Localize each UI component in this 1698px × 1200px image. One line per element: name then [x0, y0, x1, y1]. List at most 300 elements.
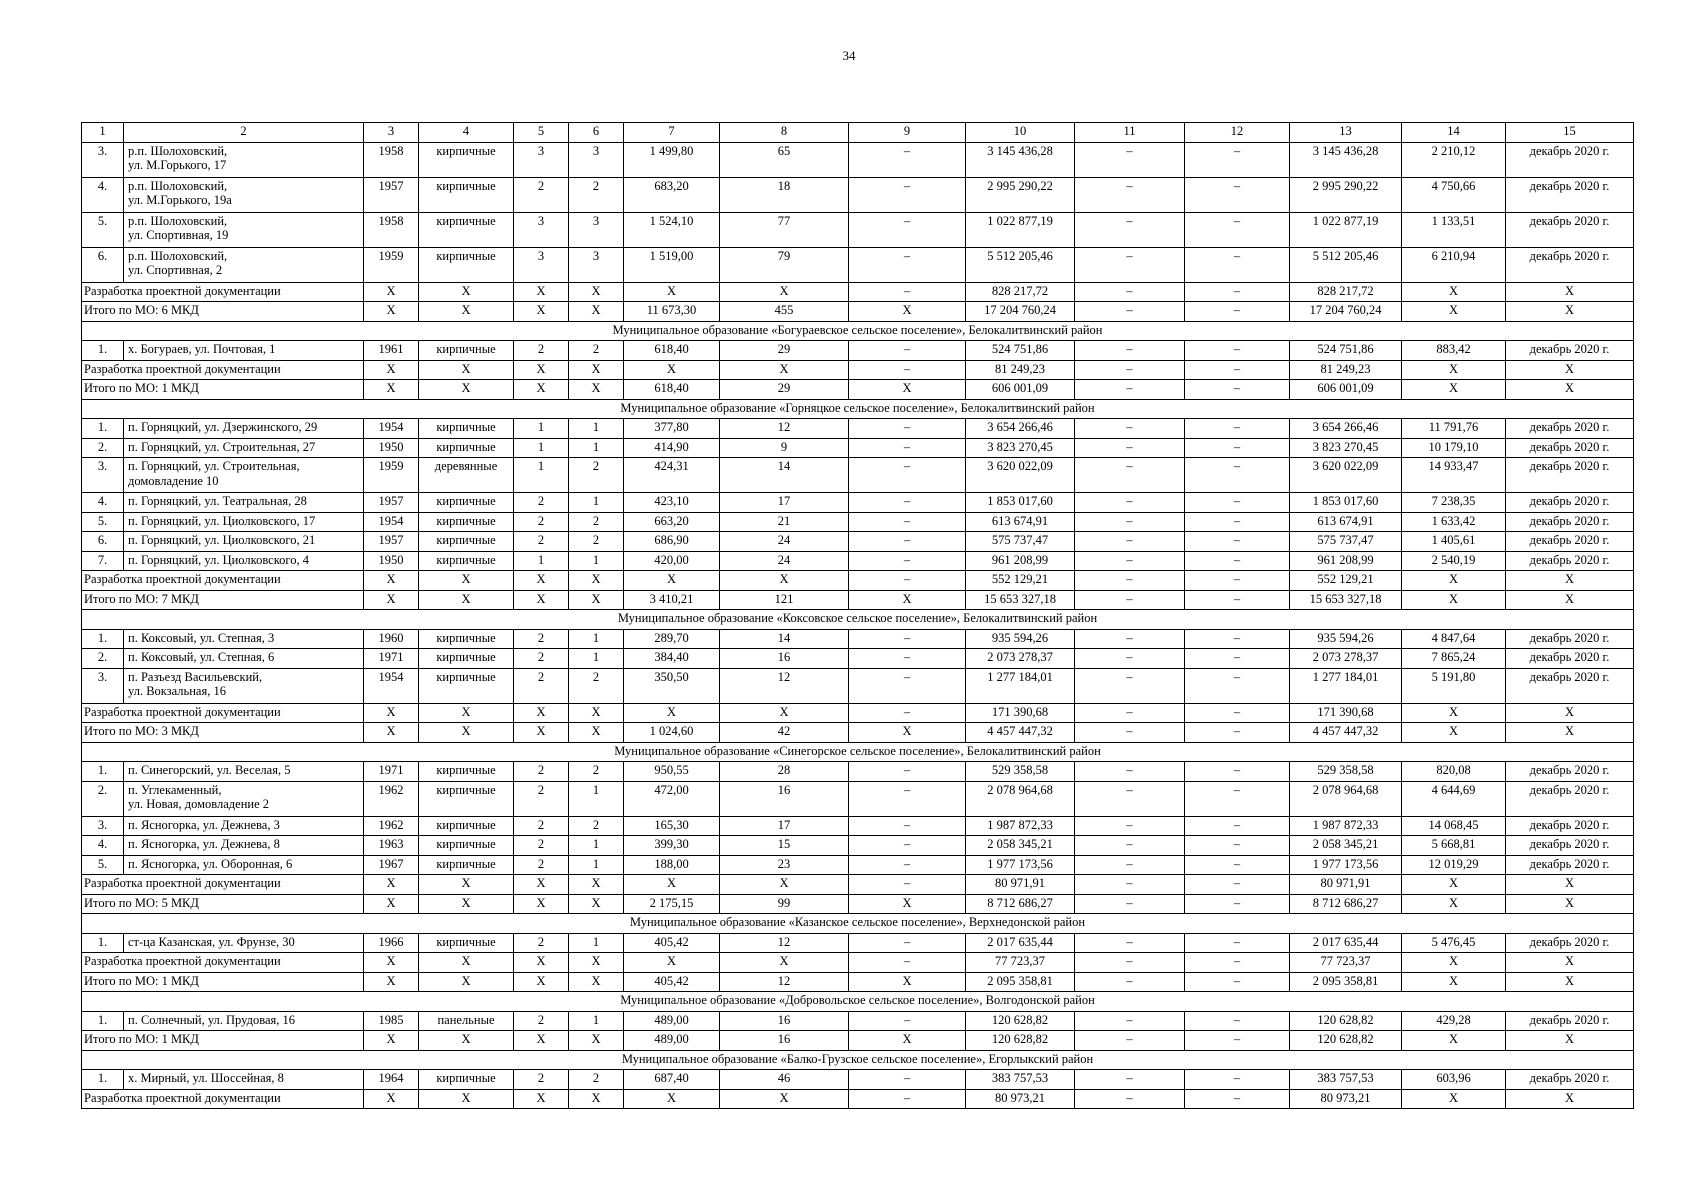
- cell-c5: 2: [514, 493, 569, 513]
- cell-c7: X: [624, 571, 720, 591]
- cell-c15: декабрь 2020 г.: [1506, 855, 1634, 875]
- column-header: 9: [849, 123, 966, 143]
- cell-c8: 17: [720, 816, 849, 836]
- cell-c9: X: [849, 723, 966, 743]
- summary-label: Итого по МО: 1 МКД: [82, 1031, 364, 1051]
- cell-c10: 961 208,99: [966, 551, 1075, 571]
- cell-c6: 2: [569, 512, 624, 532]
- address-cell: [124, 438, 364, 458]
- cell-c9: –: [849, 438, 966, 458]
- cell-c7: 405,42: [624, 972, 720, 992]
- cell-c14: X: [1402, 1031, 1506, 1051]
- cell-c15: декабрь 2020 г.: [1506, 341, 1634, 361]
- table-row: [82, 458, 1634, 493]
- cell-c11: –: [1075, 953, 1185, 973]
- cell-c9: –: [849, 419, 966, 439]
- summary-row: [82, 302, 1634, 322]
- table-row: [82, 142, 1634, 177]
- cell-c7: X: [624, 953, 720, 973]
- cell-c10: 2 078 964,68: [966, 781, 1075, 816]
- cell-c11: –: [1075, 703, 1185, 723]
- address-line: п. Ясногорка, ул. Оборонная, 6: [128, 856, 293, 871]
- cell-c12: –: [1185, 629, 1290, 649]
- cell-c12: –: [1185, 894, 1290, 914]
- cell-c11: –: [1075, 551, 1185, 571]
- cell-c11: –: [1075, 493, 1185, 513]
- cell-c3: X: [364, 972, 419, 992]
- cell-c6: X: [569, 972, 624, 992]
- summary-label: Разработка проектной документации: [82, 1089, 364, 1109]
- cell-c15: декабрь 2020 г.: [1506, 512, 1634, 532]
- cell-c14: X: [1402, 360, 1506, 380]
- cell-c8: 14: [720, 458, 849, 493]
- cell-c7: 687,40: [624, 1070, 720, 1090]
- cell-c10: 606 001,09: [966, 380, 1075, 400]
- address-cell: [124, 816, 364, 836]
- cell-c7: 350,50: [624, 668, 720, 703]
- cell-c11: –: [1075, 1031, 1185, 1051]
- cell-c5: 2: [514, 836, 569, 856]
- cell-c7: 289,70: [624, 629, 720, 649]
- cell-c4: X: [419, 590, 514, 610]
- cell-c5: X: [514, 282, 569, 302]
- address-line: п. Углекаменный,: [128, 782, 222, 797]
- cell-c5: X: [514, 875, 569, 895]
- column-header: 12: [1185, 123, 1290, 143]
- cell-c5: X: [514, 723, 569, 743]
- cell-c14: 14 933,47: [1402, 458, 1506, 493]
- cell-c6: 3: [569, 212, 624, 247]
- cell-c3: 1964: [364, 1070, 419, 1090]
- row-number: 6.: [82, 247, 124, 282]
- cell-c12: –: [1185, 781, 1290, 816]
- cell-c6: 2: [569, 458, 624, 493]
- cell-c4: X: [419, 360, 514, 380]
- cell-c9: –: [849, 953, 966, 973]
- summary-row: [82, 972, 1634, 992]
- summary-row: [82, 953, 1634, 973]
- cell-c6: 1: [569, 419, 624, 439]
- cell-c14: 10 179,10: [1402, 438, 1506, 458]
- cell-c5: 3: [514, 142, 569, 177]
- cell-c5: 2: [514, 668, 569, 703]
- cell-c8: 455: [720, 302, 849, 322]
- address-line: п. Ясногорка, ул. Дежнева, 8: [128, 837, 280, 851]
- cell-c9: –: [849, 142, 966, 177]
- table-row: [82, 532, 1634, 552]
- cell-c4: X: [419, 1089, 514, 1109]
- cell-c8: 14: [720, 629, 849, 649]
- cell-c15: декабрь 2020 г.: [1506, 551, 1634, 571]
- cell-c5: X: [514, 1031, 569, 1051]
- cell-c13: 383 757,53: [1290, 1070, 1402, 1090]
- cell-c13: 3 620 022,09: [1290, 458, 1402, 493]
- table-row: [82, 816, 1634, 836]
- cell-c11: –: [1075, 590, 1185, 610]
- cell-c10: 3 654 266,46: [966, 419, 1075, 439]
- cell-c6: X: [569, 723, 624, 743]
- cell-c14: X: [1402, 302, 1506, 322]
- cell-c11: –: [1075, 836, 1185, 856]
- cell-c5: 2: [514, 816, 569, 836]
- table-row: [82, 419, 1634, 439]
- cell-c12: –: [1185, 668, 1290, 703]
- cell-c12: –: [1185, 302, 1290, 322]
- cell-c4: X: [419, 972, 514, 992]
- cell-c14: 1 633,42: [1402, 512, 1506, 532]
- cell-c10: 2 058 345,21: [966, 836, 1075, 856]
- cell-c5: 2: [514, 1070, 569, 1090]
- cell-c14: X: [1402, 703, 1506, 723]
- row-number: 4.: [82, 493, 124, 513]
- cell-c15: X: [1506, 972, 1634, 992]
- cell-c4: кирпичные: [419, 855, 514, 875]
- address-line: р.п. Шолоховский,: [128, 143, 228, 158]
- cell-c5: 2: [514, 532, 569, 552]
- address-cell: [124, 551, 364, 571]
- table-row: [82, 762, 1634, 782]
- cell-c6: 1: [569, 781, 624, 816]
- cell-c3: 1966: [364, 933, 419, 953]
- cell-c12: –: [1185, 1070, 1290, 1090]
- cell-c10: 3 823 270,45: [966, 438, 1075, 458]
- table-row: [82, 855, 1634, 875]
- cell-c6: 1: [569, 551, 624, 571]
- cell-c14: 4 644,69: [1402, 781, 1506, 816]
- cell-c12: –: [1185, 177, 1290, 212]
- address-line: х. Богураев, ул. Почтовая, 1: [128, 342, 276, 356]
- cell-c10: 613 674,91: [966, 512, 1075, 532]
- cell-c6: X: [569, 571, 624, 591]
- cell-c7: 1 524,10: [624, 212, 720, 247]
- table-row: [82, 1070, 1634, 1090]
- cell-c4: кирпичные: [419, 649, 514, 669]
- summary-label: Итого по МО: 5 МКД: [82, 894, 364, 914]
- cell-c12: –: [1185, 1011, 1290, 1031]
- cell-c3: 1959: [364, 458, 419, 493]
- address-line: п. Горняцкий, ул. Строительная, 27: [128, 439, 316, 454]
- summary-row: [82, 360, 1634, 380]
- cell-c15: X: [1506, 590, 1634, 610]
- cell-c10: 80 971,91: [966, 875, 1075, 895]
- cell-c13: 171 390,68: [1290, 703, 1402, 723]
- cell-c6: 2: [569, 177, 624, 212]
- address-cell: [124, 247, 364, 282]
- cell-c15: X: [1506, 380, 1634, 400]
- cell-c8: X: [720, 360, 849, 380]
- cell-c6: X: [569, 380, 624, 400]
- cell-c3: X: [364, 360, 419, 380]
- address-cell: [124, 419, 364, 439]
- summary-label: Разработка проектной документации: [82, 875, 364, 895]
- cell-c10: 2 017 635,44: [966, 933, 1075, 953]
- cell-c10: 15 653 327,18: [966, 590, 1075, 610]
- cell-c6: X: [569, 1089, 624, 1109]
- section-title: Муниципальное образование «Богураевское сельское поселение», Белокалитвинский район: [82, 321, 1634, 341]
- cell-c15: декабрь 2020 г.: [1506, 458, 1634, 493]
- row-number: 1.: [82, 1070, 124, 1090]
- cell-c11: –: [1075, 458, 1185, 493]
- cell-c10: 81 249,23: [966, 360, 1075, 380]
- cell-c12: –: [1185, 762, 1290, 782]
- section-row: [82, 1050, 1634, 1070]
- cell-c9: –: [849, 282, 966, 302]
- address-line: п. Ясногорка, ул. Дежнева, 3: [128, 817, 280, 832]
- cell-c3: 1957: [364, 532, 419, 552]
- cell-c8: X: [720, 703, 849, 723]
- cell-c4: кирпичные: [419, 532, 514, 552]
- cell-c13: 529 358,58: [1290, 762, 1402, 782]
- cell-c15: декабрь 2020 г.: [1506, 493, 1634, 513]
- cell-c15: декабрь 2020 г.: [1506, 649, 1634, 669]
- cell-c7: 405,42: [624, 933, 720, 953]
- cell-c5: 2: [514, 512, 569, 532]
- cell-c13: 4 457 447,32: [1290, 723, 1402, 743]
- cell-c12: –: [1185, 532, 1290, 552]
- cell-c9: –: [849, 816, 966, 836]
- cell-c6: 3: [569, 142, 624, 177]
- cell-c13: 15 653 327,18: [1290, 590, 1402, 610]
- cell-c7: 618,40: [624, 380, 720, 400]
- cell-c14: X: [1402, 380, 1506, 400]
- cell-c3: 1962: [364, 781, 419, 816]
- cell-c9: –: [849, 571, 966, 591]
- cell-c15: декабрь 2020 г.: [1506, 142, 1634, 177]
- cell-c13: 961 208,99: [1290, 551, 1402, 571]
- cell-c11: –: [1075, 341, 1185, 361]
- cell-c12: –: [1185, 816, 1290, 836]
- cell-c10: 1 853 017,60: [966, 493, 1075, 513]
- cell-c12: –: [1185, 875, 1290, 895]
- cell-c11: –: [1075, 972, 1185, 992]
- cell-c10: 120 628,82: [966, 1011, 1075, 1031]
- cell-c12: –: [1185, 551, 1290, 571]
- cell-c5: 2: [514, 762, 569, 782]
- cell-c15: декабрь 2020 г.: [1506, 419, 1634, 439]
- cell-c5: X: [514, 703, 569, 723]
- column-header: 7: [624, 123, 720, 143]
- cell-c12: –: [1185, 282, 1290, 302]
- table-row: [82, 933, 1634, 953]
- address-cell: [124, 493, 364, 513]
- summary-label: Разработка проектной документации: [82, 282, 364, 302]
- cell-c3: 1954: [364, 512, 419, 532]
- cell-c11: –: [1075, 438, 1185, 458]
- cell-c15: декабрь 2020 г.: [1506, 247, 1634, 282]
- cell-c11: –: [1075, 142, 1185, 177]
- cell-c9: –: [849, 458, 966, 493]
- cell-c12: –: [1185, 360, 1290, 380]
- cell-c5: 3: [514, 212, 569, 247]
- summary-label: Итого по МО: 1 МКД: [82, 972, 364, 992]
- summary-row: [82, 703, 1634, 723]
- cell-c14: X: [1402, 953, 1506, 973]
- cell-c13: 1 022 877,19: [1290, 212, 1402, 247]
- section-row: [82, 992, 1634, 1012]
- summary-label: Разработка проектной документации: [82, 953, 364, 973]
- cell-c6: 2: [569, 816, 624, 836]
- summary-row: [82, 380, 1634, 400]
- cell-c11: –: [1075, 282, 1185, 302]
- address-line: р.п. Шолоховский,: [128, 178, 228, 193]
- address-cell: [124, 212, 364, 247]
- cell-c13: 1 277 184,01: [1290, 668, 1402, 703]
- cell-c7: 384,40: [624, 649, 720, 669]
- cell-c7: 377,80: [624, 419, 720, 439]
- cell-c10: 171 390,68: [966, 703, 1075, 723]
- cell-c5: 1: [514, 551, 569, 571]
- address-line: п. Горняцкий, ул. Циолковского, 4: [128, 552, 309, 567]
- row-number: 2.: [82, 781, 124, 816]
- cell-c4: X: [419, 282, 514, 302]
- cell-c12: –: [1185, 855, 1290, 875]
- summary-row: [82, 282, 1634, 302]
- cell-c14: 883,42: [1402, 341, 1506, 361]
- cell-c8: 24: [720, 532, 849, 552]
- cell-c6: 1: [569, 1011, 624, 1031]
- cell-c7: 1 519,00: [624, 247, 720, 282]
- address-line: п. Горняцкий, ул. Циолковского, 17: [128, 513, 316, 528]
- cell-c9: –: [849, 629, 966, 649]
- cell-c13: 524 751,86: [1290, 341, 1402, 361]
- cell-c11: –: [1075, 933, 1185, 953]
- cell-c7: 683,20: [624, 177, 720, 212]
- column-header: 4: [419, 123, 514, 143]
- cell-c9: –: [849, 512, 966, 532]
- cell-c5: X: [514, 571, 569, 591]
- cell-c12: –: [1185, 836, 1290, 856]
- section-row: [82, 742, 1634, 762]
- cell-c12: –: [1185, 571, 1290, 591]
- cell-c8: 46: [720, 1070, 849, 1090]
- address-cell: [124, 781, 364, 816]
- cell-c11: –: [1075, 247, 1185, 282]
- summary-label: Итого по МО: 1 МКД: [82, 380, 364, 400]
- cell-c13: 3 145 436,28: [1290, 142, 1402, 177]
- cell-c3: 1957: [364, 493, 419, 513]
- cell-c11: –: [1075, 894, 1185, 914]
- cell-c12: –: [1185, 380, 1290, 400]
- row-number: 1.: [82, 629, 124, 649]
- cell-c3: X: [364, 1031, 419, 1051]
- cell-c5: X: [514, 380, 569, 400]
- cell-c9: X: [849, 1031, 966, 1051]
- cell-c13: 8 712 686,27: [1290, 894, 1402, 914]
- cell-c11: –: [1075, 532, 1185, 552]
- cell-c11: –: [1075, 571, 1185, 591]
- cell-c7: X: [624, 703, 720, 723]
- cell-c11: –: [1075, 177, 1185, 212]
- cell-c11: –: [1075, 875, 1185, 895]
- cell-c3: 1971: [364, 762, 419, 782]
- cell-c4: деревянные: [419, 458, 514, 493]
- address-line: п. Горняцкий, ул. Циолковского, 21: [128, 533, 316, 547]
- table-header: [82, 123, 1634, 143]
- cell-c3: 1960: [364, 629, 419, 649]
- cell-c7: 399,30: [624, 836, 720, 856]
- cell-c13: 3 823 270,45: [1290, 438, 1402, 458]
- cell-c3: X: [364, 302, 419, 322]
- cell-c9: –: [849, 532, 966, 552]
- cell-c13: 1 853 017,60: [1290, 493, 1402, 513]
- cell-c12: –: [1185, 341, 1290, 361]
- row-number: 2.: [82, 438, 124, 458]
- section-title: Муниципальное образование «Синегорское сельское поселение», Белокалитвинский район: [82, 742, 1634, 762]
- cell-c7: 420,00: [624, 551, 720, 571]
- row-number: 1.: [82, 762, 124, 782]
- cell-c12: –: [1185, 493, 1290, 513]
- cell-c9: –: [849, 1089, 966, 1109]
- cell-c3: 1959: [364, 247, 419, 282]
- cell-c14: 603,96: [1402, 1070, 1506, 1090]
- cell-c13: 81 249,23: [1290, 360, 1402, 380]
- cell-c15: X: [1506, 875, 1634, 895]
- address-line: п. Горняцкий, ул. Дзержинского, 29: [128, 420, 318, 434]
- cell-c4: кирпичные: [419, 212, 514, 247]
- cell-c8: 24: [720, 551, 849, 571]
- summary-label: Итого по МО: 6 МКД: [82, 302, 364, 322]
- cell-c15: декабрь 2020 г.: [1506, 532, 1634, 552]
- cell-c12: –: [1185, 142, 1290, 177]
- cell-c10: 120 628,82: [966, 1031, 1075, 1051]
- table-row: [82, 836, 1634, 856]
- cell-c3: 1967: [364, 855, 419, 875]
- cell-c13: 3 654 266,46: [1290, 419, 1402, 439]
- cell-c14: 2 540,19: [1402, 551, 1506, 571]
- cell-c9: –: [849, 703, 966, 723]
- cell-c11: –: [1075, 1089, 1185, 1109]
- cell-c7: 618,40: [624, 341, 720, 361]
- summary-row: [82, 590, 1634, 610]
- cell-c15: X: [1506, 282, 1634, 302]
- address-line: ул. Вокзальная, 16: [128, 684, 226, 698]
- cell-c6: X: [569, 875, 624, 895]
- cell-c4: X: [419, 953, 514, 973]
- summary-row: [82, 571, 1634, 591]
- cell-c4: кирпичные: [419, 142, 514, 177]
- table-body: [82, 142, 1634, 1109]
- cell-c13: 77 723,37: [1290, 953, 1402, 973]
- cell-c7: 424,31: [624, 458, 720, 493]
- cell-c7: 414,90: [624, 438, 720, 458]
- cell-c14: 5 191,80: [1402, 668, 1506, 703]
- cell-c15: X: [1506, 302, 1634, 322]
- cell-c14: X: [1402, 1089, 1506, 1109]
- cell-c13: 17 204 760,24: [1290, 302, 1402, 322]
- summary-label: Разработка проектной документации: [82, 703, 364, 723]
- cell-c11: –: [1075, 855, 1185, 875]
- cell-c15: декабрь 2020 г.: [1506, 438, 1634, 458]
- cell-c4: кирпичные: [419, 668, 514, 703]
- cell-c3: 1963: [364, 836, 419, 856]
- address-cell: [124, 177, 364, 212]
- cell-c12: –: [1185, 703, 1290, 723]
- cell-c7: 1 024,60: [624, 723, 720, 743]
- cell-c5: 2: [514, 341, 569, 361]
- cell-c8: X: [720, 1089, 849, 1109]
- cell-c8: 29: [720, 341, 849, 361]
- cell-c10: 383 757,53: [966, 1070, 1075, 1090]
- cell-c3: X: [364, 282, 419, 302]
- cell-c10: 3 620 022,09: [966, 458, 1075, 493]
- cell-c10: 2 073 278,37: [966, 649, 1075, 669]
- cell-c6: 1: [569, 649, 624, 669]
- cell-c13: 120 628,82: [1290, 1011, 1402, 1031]
- cell-c11: –: [1075, 629, 1185, 649]
- cell-c5: 3: [514, 247, 569, 282]
- cell-c10: 575 737,47: [966, 532, 1075, 552]
- cell-c10: 17 204 760,24: [966, 302, 1075, 322]
